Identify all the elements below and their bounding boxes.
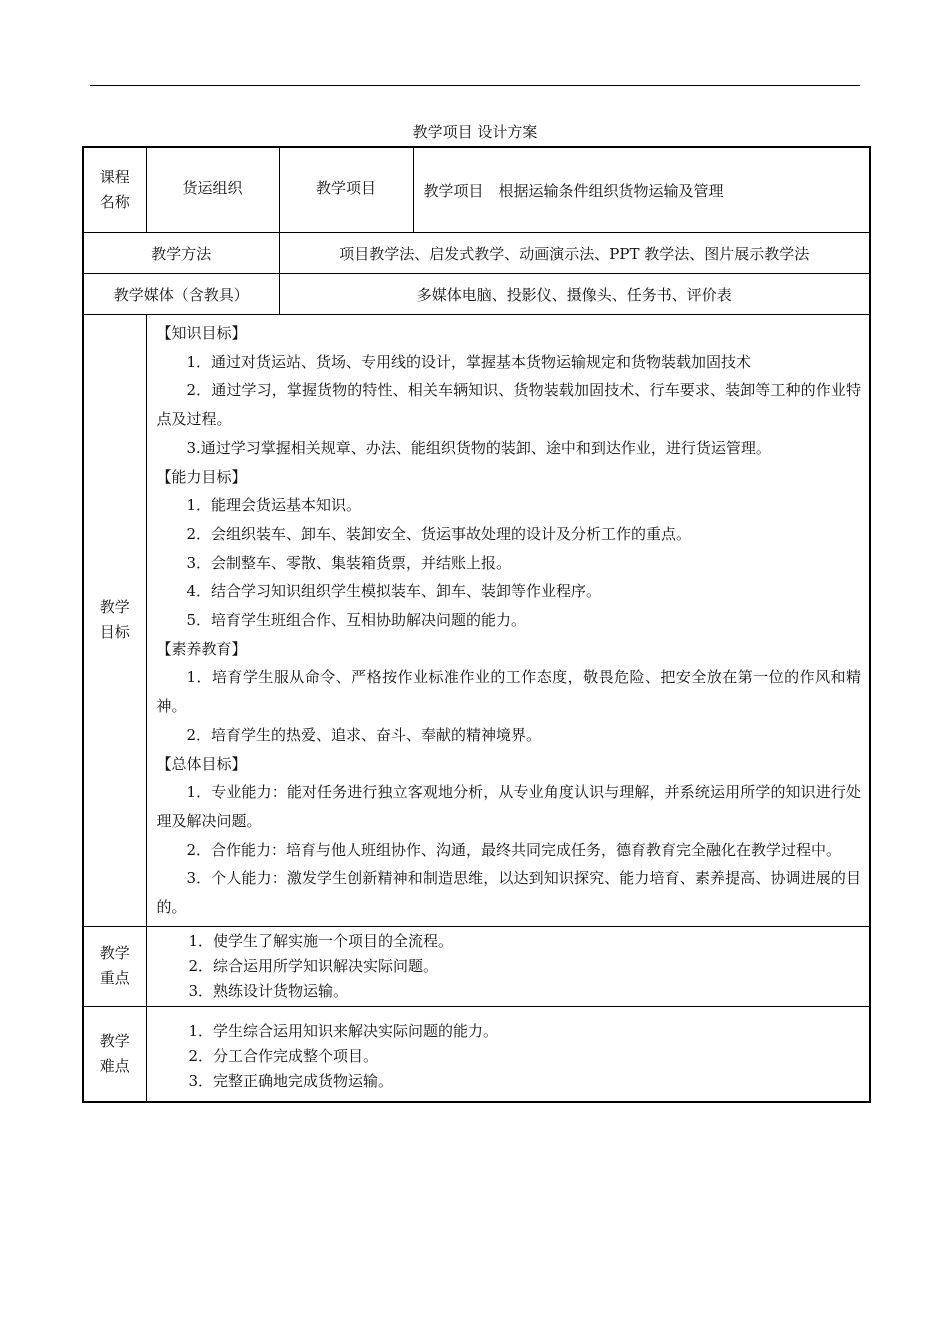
course-row — [83, 147, 870, 233]
media-label: 教学媒体（含教具） — [83, 274, 279, 315]
difficulties-label: 教学 难点 — [83, 1006, 146, 1102]
quality-item: 1．培育学生服从命令、严格按作业标准作业的工作态度，敬畏危险、把安全放在第一位的作风和精神。 — [156, 668, 862, 716]
header-rule — [90, 85, 860, 86]
course-name-value: 货运组织 — [146, 147, 279, 233]
method-label: 教学方法 — [83, 233, 279, 274]
project-value: 教学项目 根据运输条件组织货物运输及管理 — [413, 147, 870, 233]
document-title: 教学项目 设计方案 — [412, 123, 538, 141]
list-item: 1．学生综合运用知识来解决实际问题的能力。 — [188, 1021, 499, 1040]
key-points-content — [146, 926, 870, 1006]
goals-row — [83, 315, 870, 927]
overall-item: 2．合作能力：培育与他人班组协作、沟通，最终共同完成任务，德育教育完全融化在教学过程中。 — [186, 840, 842, 859]
method-value: 项目教学法、启发式教学、动画演示法、PPT 教学法、图片展示教学法 — [279, 233, 870, 274]
ability-item: 5．培育学生班组合作、互相协助解决问题的能力。 — [186, 611, 527, 630]
ability-item: 3．会制整车、零散、集装箱货票，并结账上报。 — [186, 553, 512, 572]
quality-heading: 【素养教育】 — [156, 639, 247, 658]
knowledge-item: 2．通过学习，掌握货物的特性、相关车辆知识、货物装载加固技术、行车要求、装卸等工种的作业特点及过程。 — [156, 381, 862, 429]
lesson-plan-table — [82, 146, 871, 1103]
method-row — [83, 233, 870, 274]
course-name-label: 课程 名称 — [83, 147, 146, 233]
ability-item: 1．能理会货运基本知识。 — [186, 496, 362, 515]
knowledge-item: 3.通过学习掌握相关规章、办法、能组织货物的装卸、途中和到达作业，进行货运管理。 — [186, 438, 771, 457]
overall-heading: 【总体目标】 — [156, 754, 247, 773]
media-value: 多媒体电脑、投影仪、摄像头、任务书、评价表 — [279, 274, 870, 315]
goals-content — [146, 315, 870, 927]
list-item: 3．完整正确地完成货物运输。 — [188, 1071, 394, 1090]
difficulties-content — [146, 1006, 870, 1102]
knowledge-heading: 【知识目标】 — [156, 324, 247, 342]
knowledge-item: 1．通过对货运站、货场、专用线的设计，掌握基本货物运输规定和货物装载加固技术 — [186, 352, 752, 371]
list-item: 2．综合运用所学知识解决实际问题。 — [188, 956, 439, 975]
difficulties-row — [83, 1006, 870, 1102]
list-item: 3．熟练设计货物运输。 — [188, 981, 349, 1000]
key-points-label: 教学 重点 — [83, 926, 146, 1006]
project-label: 教学项目 — [279, 147, 413, 233]
quality-item: 2．培育学生的热爱、追求、奋斗、奉献的精神境界。 — [186, 725, 542, 744]
list-item: 2．分工合作完成整个项目。 — [188, 1046, 379, 1065]
ability-item: 4．结合学习知识组织学生模拟装车、卸车、装卸等作业程序。 — [186, 582, 602, 601]
goals-label: 教学 目标 — [83, 315, 146, 927]
media-row — [83, 274, 870, 315]
list-item: 1．使学生了解实施一个项目的全流程。 — [188, 931, 454, 950]
overall-item: 1．专业能力：能对任务进行独立客观地分析，从专业角度认识与理解，并系统运用所学的知识进行处理及解决问题。 — [156, 783, 862, 830]
key-points-row — [83, 926, 870, 1006]
ability-heading: 【能力目标】 — [156, 467, 247, 486]
ability-item: 2．会组织装车、卸车、装卸安全、货运事故处理的设计及分析工作的重点。 — [186, 524, 692, 543]
overall-item: 3．个人能力：激发学生创新精神和制造思维，以达到知识探究、能力培育、素养提高、协调进展的目的。 — [156, 869, 862, 917]
